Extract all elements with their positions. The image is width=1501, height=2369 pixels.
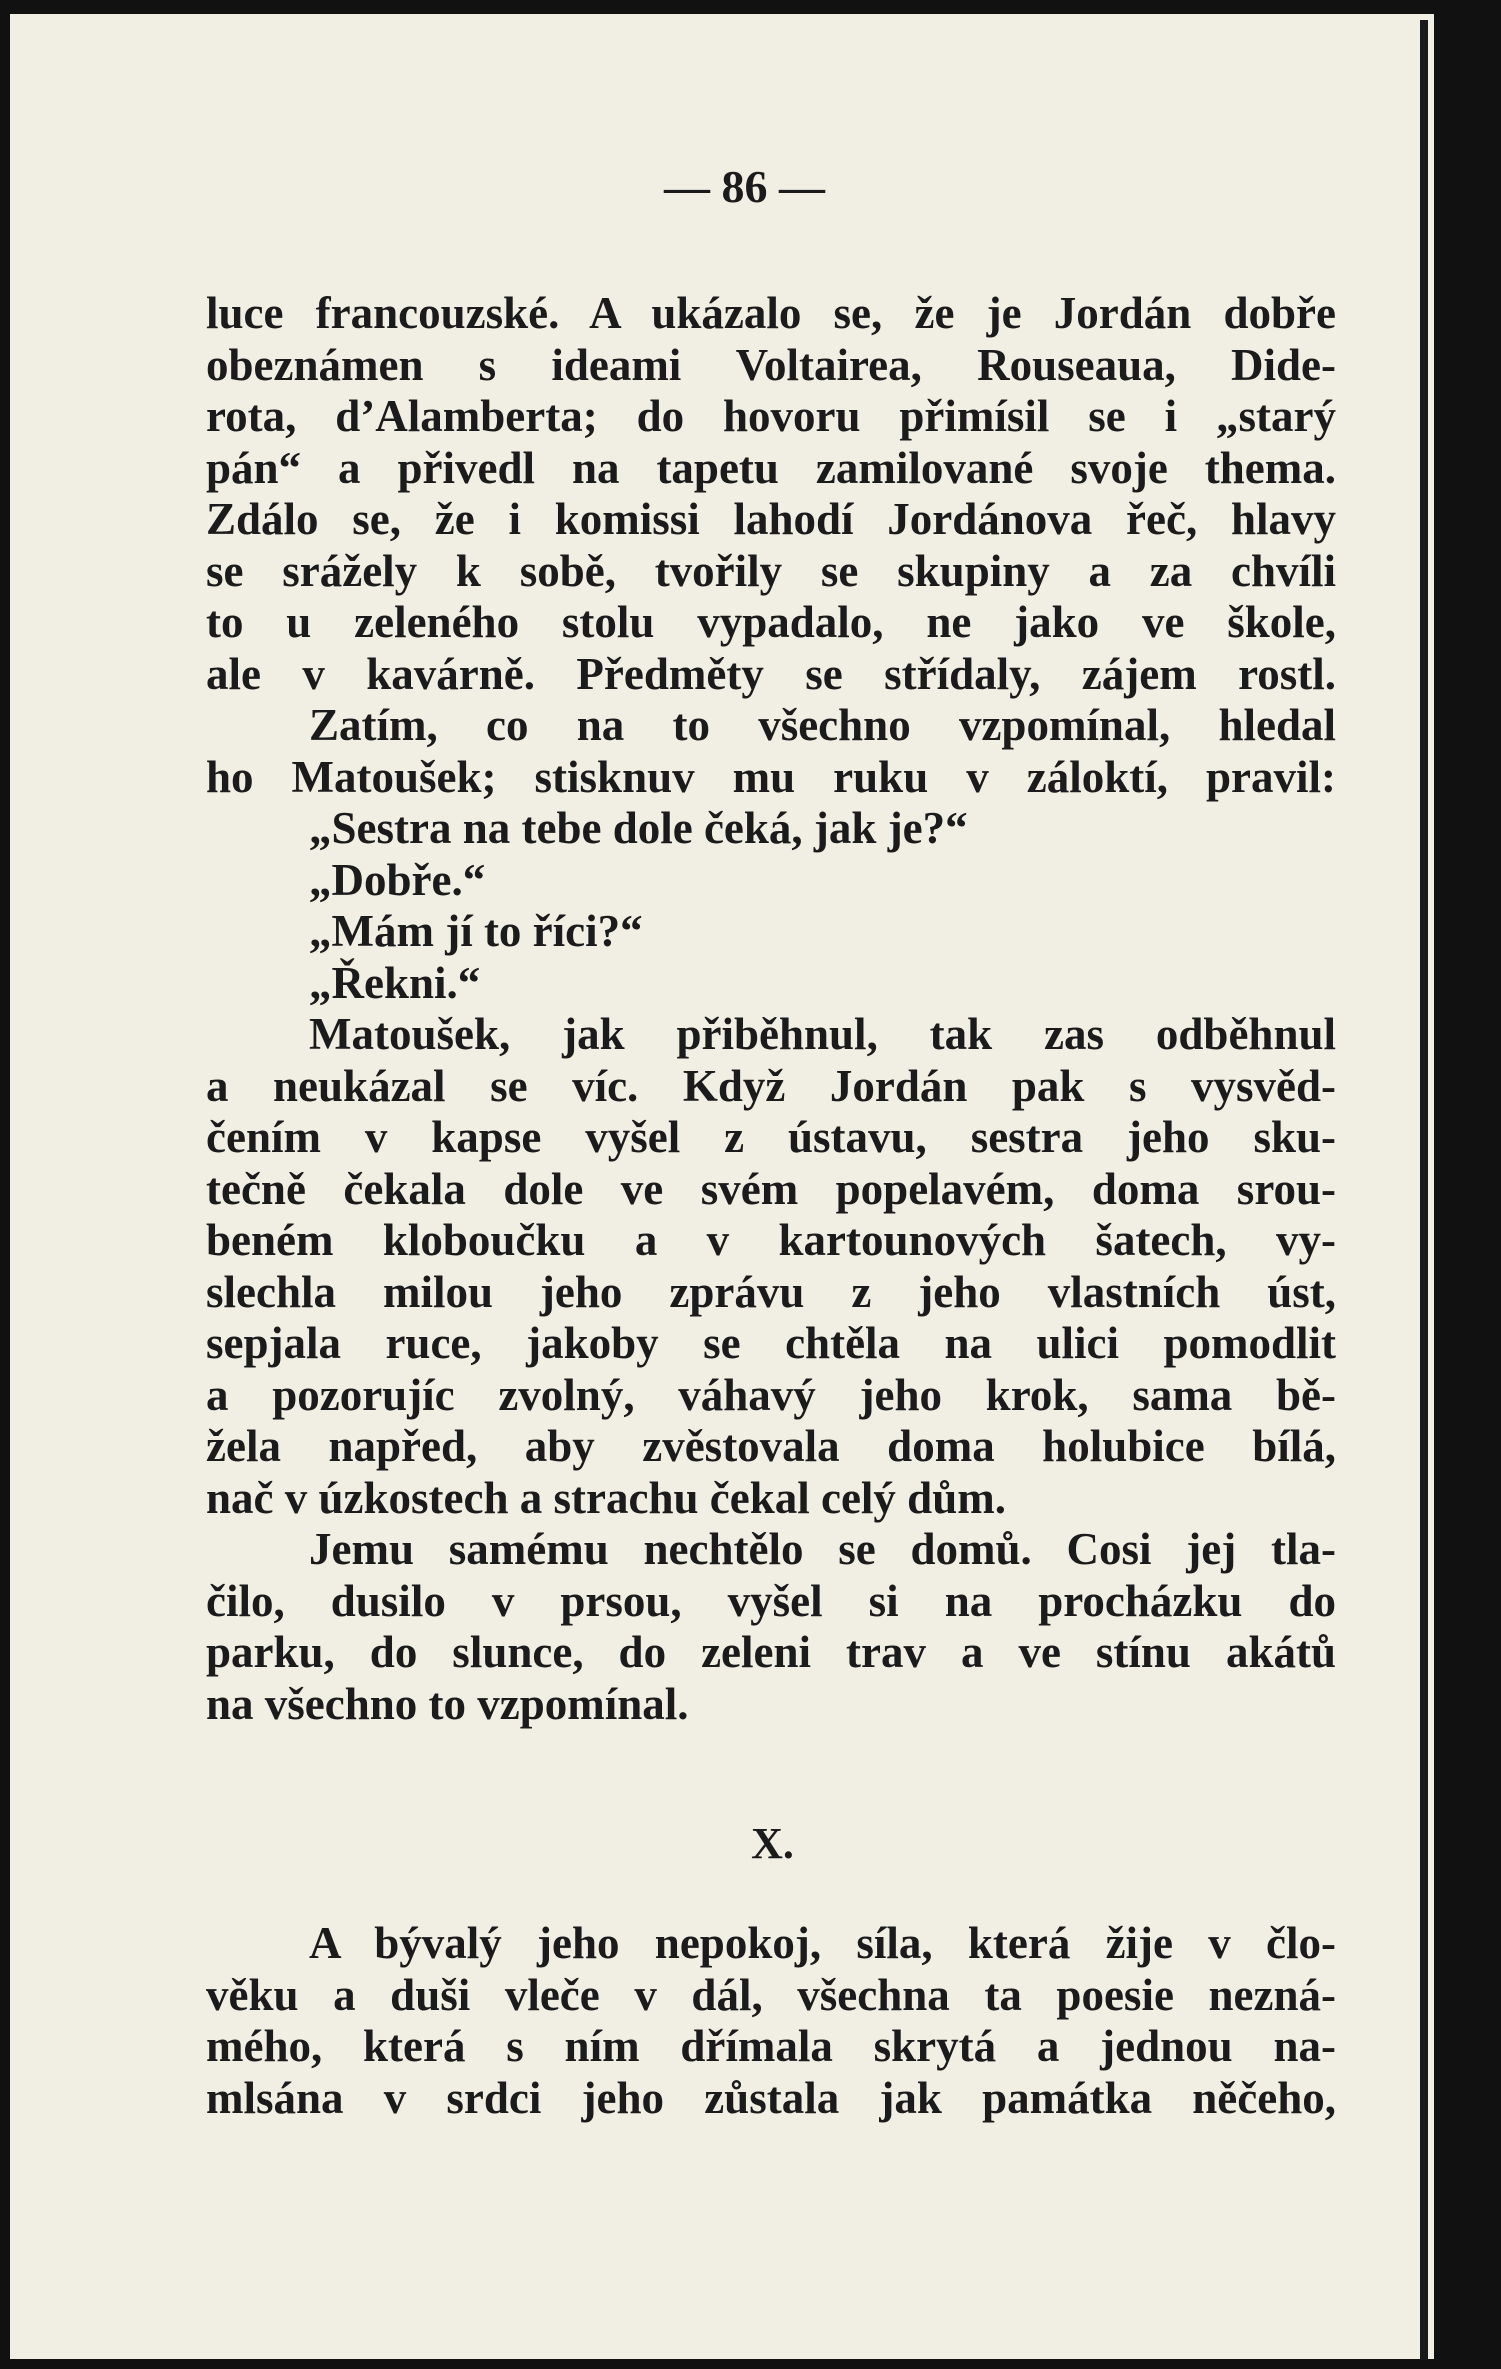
text-line: mého, která s ním dřímala skrytá a jednou na- [206, 2021, 1336, 2071]
text-line: a pozorujíc zvolný, váhavý jeho krok, sama bě- [206, 1369, 1336, 1420]
text-line: A bývalý jeho nepokoj, síla, která žije v člo- [309, 1918, 1336, 1968]
text-line: Zatím, co na to všechno vzpomínal, hledal [309, 700, 1336, 750]
text-line: ale v kavárně. Předměty se střídaly, zájem rostl. [206, 648, 1336, 699]
text-line: luce francouzské. A ukázalo se, že je Jordán dobře [206, 288, 1336, 338]
page-edge-line [1420, 20, 1428, 2360]
text-line: na všechno to vzpomínal. [206, 1678, 689, 1729]
dialogue-line: „Sestra na tebe dole čeká, jak je?“ [309, 803, 968, 853]
text-line: se srážely k sobě, tvořily se skupiny a za chvíli [206, 545, 1336, 596]
text-line: Matoušek, jak přiběhnul, tak zas odběhnul [309, 1009, 1336, 1059]
text-line: pán“ a přivedl na tapetu zamilované svoje thema. [206, 442, 1336, 493]
text-line: čilo, dusilo v prsou, vyšel si na procházku do [206, 1575, 1336, 1626]
text-line: obeznámen s ideami Voltairea, Rouseaua, Dide- [206, 339, 1336, 390]
text-line: nač v úzkostech a strachu čekal celý dům. [206, 1472, 1006, 1523]
text-line: žela napřed, aby zvěstovala doma holubice bílá, [206, 1421, 1336, 1471]
text-line: věku a duši vleče v dál, všechna ta poesie nezná- [206, 1969, 1336, 2020]
dialogue-line: „Řekni.“ [309, 957, 481, 1008]
text-line: čením v kapse vyšel z ústavu, sestra jeho sku- [206, 1112, 1336, 1162]
text-line: to u zeleného stolu vypadalo, ne jako ve škole, [206, 597, 1336, 647]
chapter-heading: X. [751, 1819, 794, 1868]
text-line: Jemu samému nechtělo se domů. Cosi jej tla- [309, 1524, 1336, 1574]
text-line: parku, do slunce, do zeleni trav a ve stínu akátů [206, 1627, 1336, 1677]
text-line: rota, d’Alamberta; do hovoru přimísil se i „starý [206, 391, 1336, 441]
text-line: tečně čekala dole ve svém popelavém, doma srou- [206, 1163, 1336, 1214]
text-line: ho Matoušek; stisknuv mu ruku v záloktí, pravil: [206, 751, 1336, 802]
text-line: a neukázal se víc. Když Jordán pak s vysvěd- [206, 1060, 1336, 1111]
dialogue-line: „Mám jí to říci?“ [309, 906, 643, 956]
text-line: Zdálo se, že i komissi lahodí Jordánova řeč, hlavy [206, 494, 1336, 544]
page-number: — 86 — [664, 161, 825, 212]
text-line: slechla milou jeho zprávu z jeho vlastních úst, [206, 1266, 1336, 1317]
body-text [206, 288, 1336, 1730]
text-line: sepjala ruce, jakoby se chtěla na ulici pomodlit [206, 1318, 1336, 1368]
text-line: beném kloboučku a v kartounových šatech, vy- [206, 1215, 1336, 1265]
chapter-text [206, 1918, 1336, 2124]
text-line: mlsána v srdci jeho zůstala jak památka něčeho, [206, 2072, 1336, 2123]
dialogue-line: „Dobře.“ [309, 854, 486, 905]
